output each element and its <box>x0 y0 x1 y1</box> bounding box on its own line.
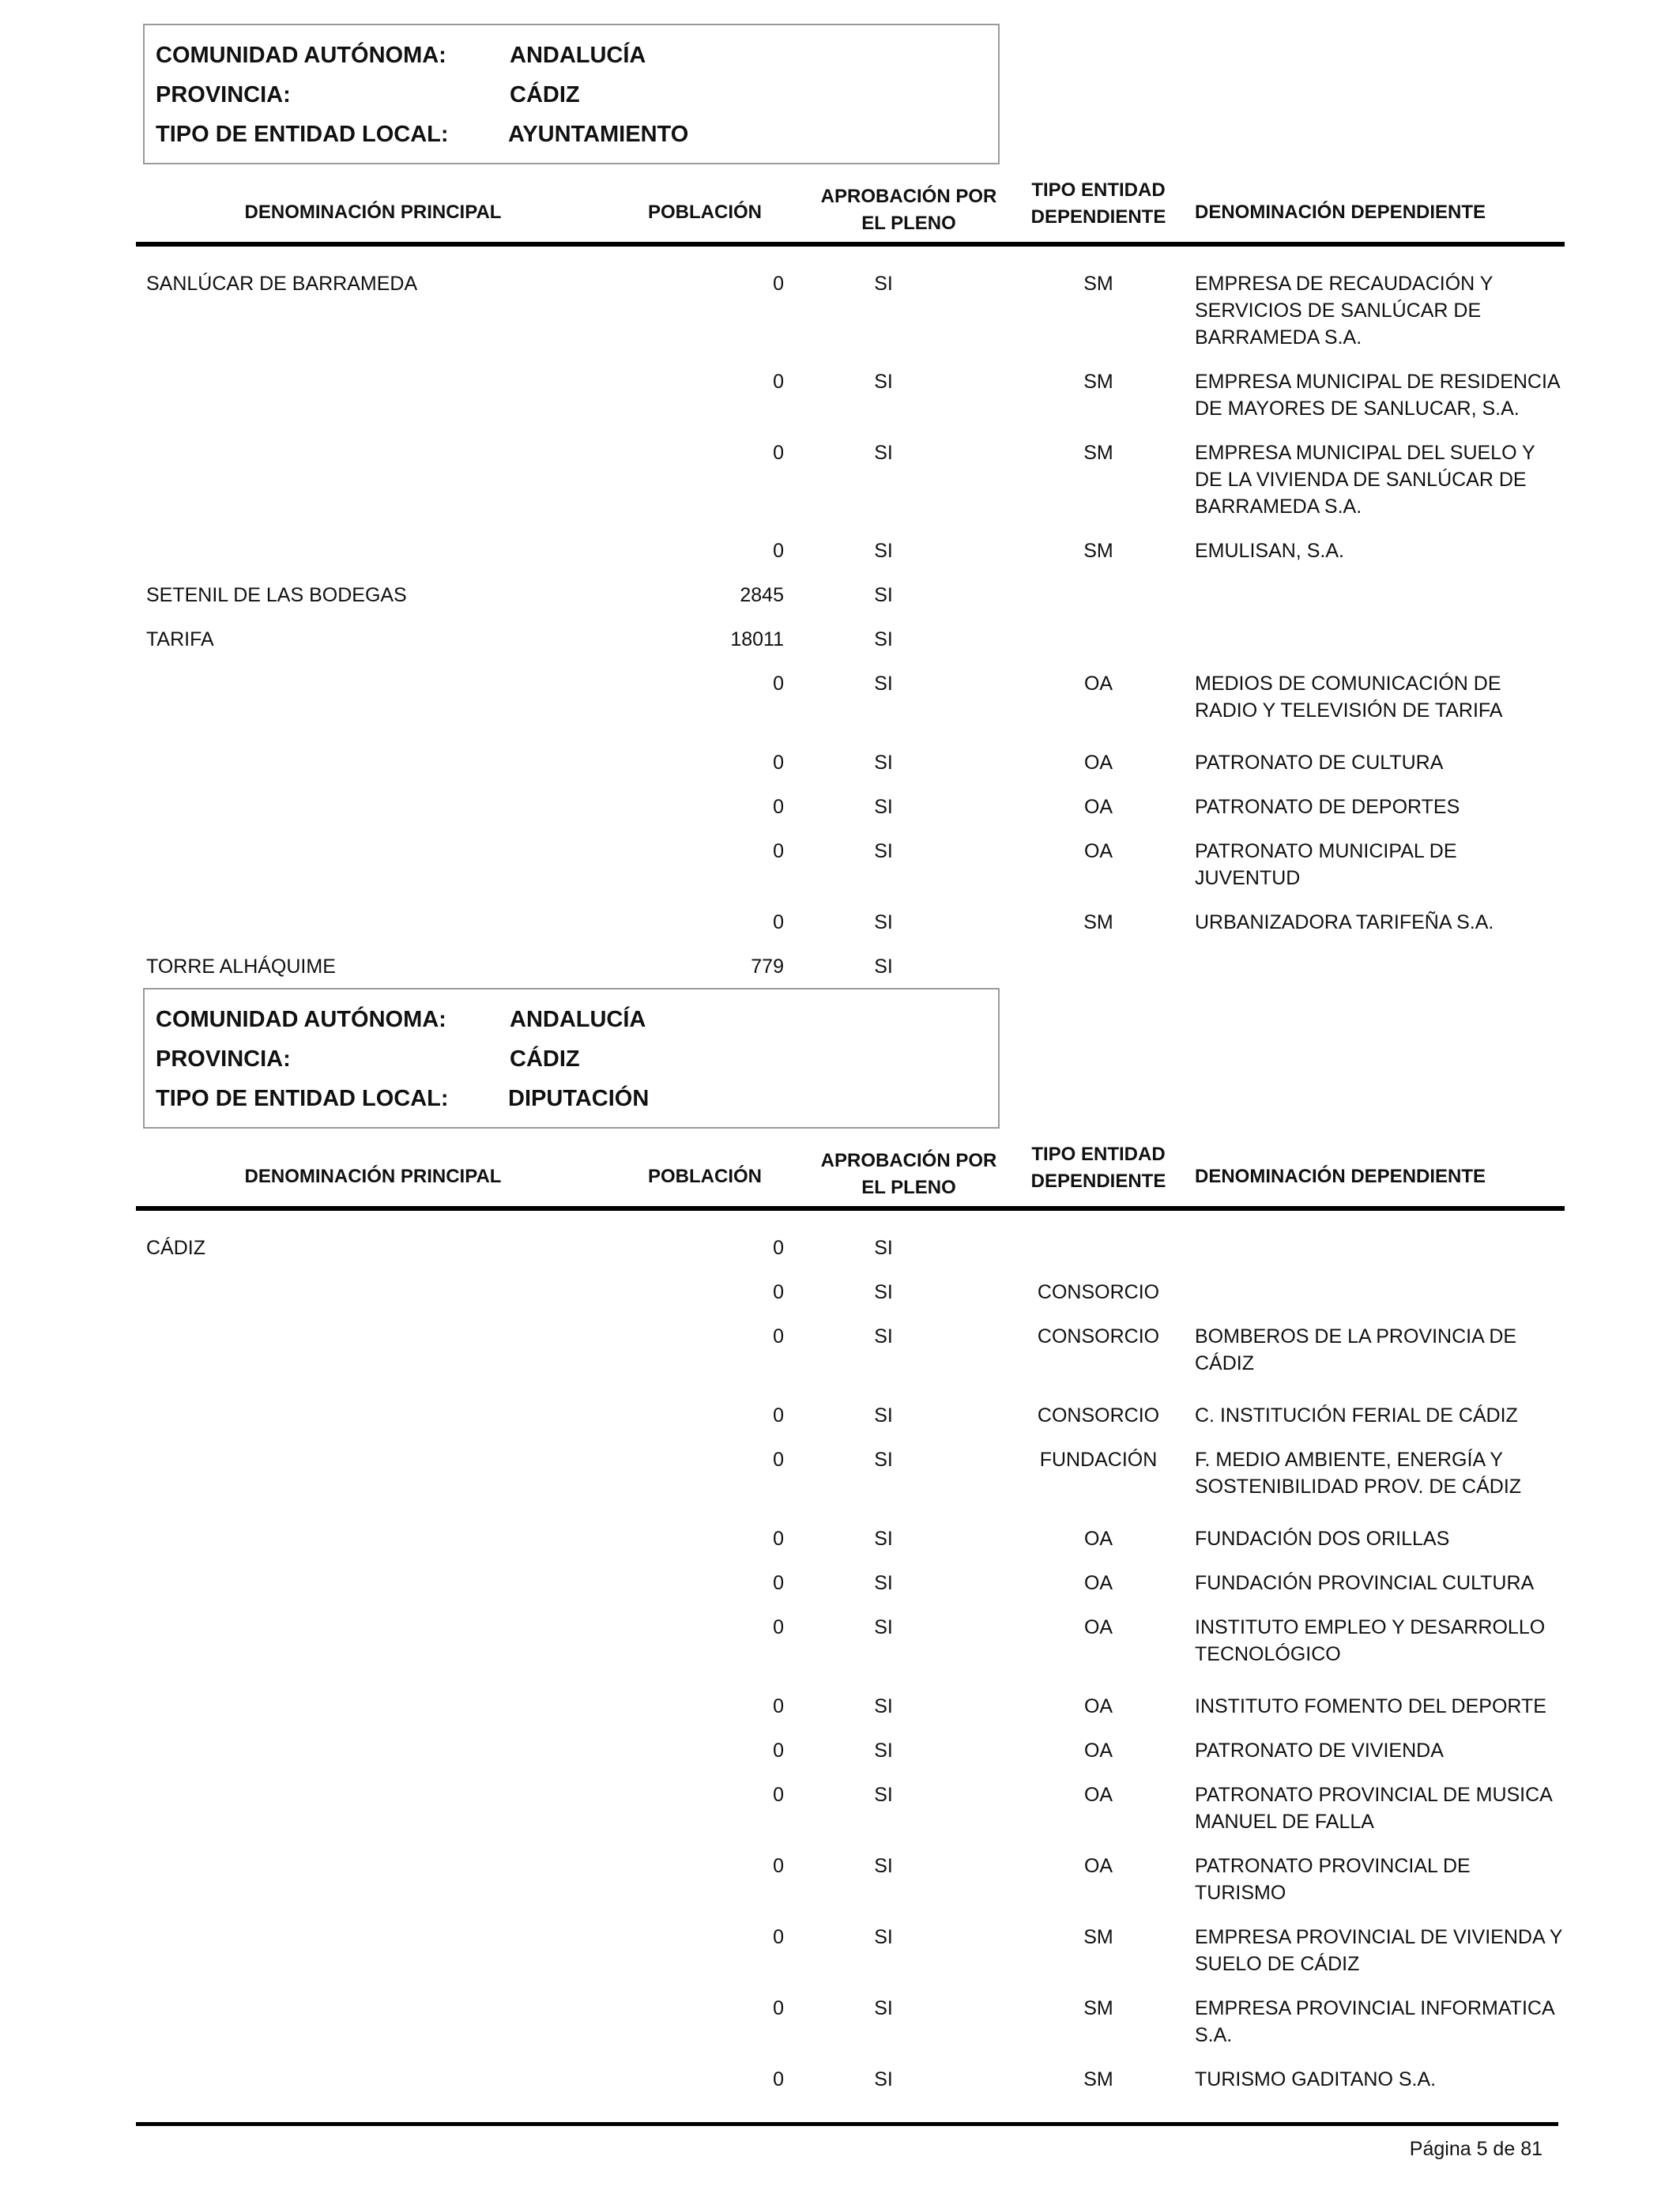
row-dependiente: C. INSTITUCIÓN FERIAL DE CÁDIZ <box>1195 1404 1518 1427</box>
tipo-value: AYUNTAMIENTO <box>508 122 689 147</box>
row-aprobacion: SI <box>874 628 893 650</box>
prov-value: CÁDIZ <box>510 82 580 107</box>
row-aprobacion: SI <box>874 1784 893 1806</box>
row-poblacion: 0 <box>773 911 784 933</box>
row-aprobacion: SI <box>874 1926 893 1948</box>
header-rule <box>136 1206 1565 1211</box>
row-tipo: OA <box>1083 1616 1113 1638</box>
ca-value: ANDALUCÍA <box>510 1007 646 1032</box>
row-tipo: FUNDACIÓN <box>1039 1449 1158 1471</box>
row-dependiente: F. MEDIO AMBIENTE, ENERGÍA Y SOSTENIBILIDAD PROV. DE CÁDIZ <box>1195 1449 1522 1498</box>
prov-label: PROVINCIA: <box>156 82 291 107</box>
row-poblacion: 0 <box>773 1997 784 2019</box>
row-dependiente: EMPRESA DE RECAUDACIÓN Y SERVICIOS DE SANLÚCAR DE BARRAMEDA S.A. <box>1195 273 1493 349</box>
row-dependiente: PATRONATO MUNICIPAL DE JUVENTUD <box>1195 840 1457 889</box>
row-poblacion: 0 <box>773 1926 784 1948</box>
header-aprobacion: APROBACIÓN POR EL PLENO <box>820 186 997 234</box>
row-tipo: OA <box>1083 1740 1113 1762</box>
table-header <box>136 1137 1565 1216</box>
row-tipo: SM <box>1083 2068 1113 2090</box>
row-dependiente: TURISMO GADITANO S.A. <box>1195 2068 1437 2090</box>
table-header <box>136 172 1565 251</box>
row-aprobacion: SI <box>874 273 893 295</box>
row-tipo: CONSORCIO <box>1037 1404 1160 1427</box>
row-tipo: SM <box>1083 1997 1113 2019</box>
row-dependiente: EMPRESA PROVINCIAL INFORMATICA S.A. <box>1195 1997 1554 2046</box>
header-dependiente: DENOMINACIÓN DEPENDIENTE <box>1195 202 1486 223</box>
row-poblacion: 0 <box>773 1404 784 1427</box>
row-poblacion: 0 <box>773 752 784 774</box>
row-dependiente: PATRONATO DE DEPORTES <box>1195 796 1460 818</box>
footer-rule <box>136 2122 1558 2126</box>
row-dependiente: FUNDACIÓN PROVINCIAL CULTURA <box>1195 1572 1535 1594</box>
row-tipo: SM <box>1083 1926 1113 1948</box>
row-aprobacion: SI <box>874 1449 893 1471</box>
ca-value: ANDALUCÍA <box>510 43 646 68</box>
row-dependiente: PATRONATO DE CULTURA <box>1195 752 1444 774</box>
row-dependiente: BOMBEROS DE LA PROVINCIA DE CÁDIZ <box>1195 1325 1517 1374</box>
header-tipo: TIPO ENTIDAD DEPENDIENTE <box>1030 1144 1166 1192</box>
row-principal: TARIFA <box>146 628 214 650</box>
tipo-label: TIPO DE ENTIDAD LOCAL: <box>156 122 449 147</box>
row-aprobacion: SI <box>874 796 893 818</box>
row-aprobacion: SI <box>874 371 893 393</box>
tipo-label: TIPO DE ENTIDAD LOCAL: <box>156 1086 449 1111</box>
row-aprobacion: SI <box>874 584 893 606</box>
ca-label: COMUNIDAD AUTÓNOMA: <box>156 1007 446 1032</box>
row-dependiente: INSTITUTO EMPLEO Y DESARROLLO TECNOLÓGICO <box>1195 1616 1546 1665</box>
row-poblacion: 0 <box>773 1695 784 1717</box>
row-aprobacion: SI <box>874 540 893 562</box>
row-dependiente: PATRONATO DE VIVIENDA <box>1195 1740 1444 1762</box>
row-aprobacion: SI <box>874 911 893 933</box>
row-tipo: OA <box>1083 1572 1113 1594</box>
row-poblacion: 0 <box>773 1572 784 1594</box>
entity-info-box <box>143 988 1000 1129</box>
row-poblacion: 0 <box>773 540 784 562</box>
row-tipo: OA <box>1083 1855 1113 1877</box>
row-dependiente: EMULISAN, S.A. <box>1195 540 1344 562</box>
row-tipo: OA <box>1083 673 1113 695</box>
row-poblacion: 18011 <box>730 628 784 650</box>
header-principal: DENOMINACIÓN PRINCIPAL <box>244 202 502 223</box>
prov-label: PROVINCIA: <box>156 1046 291 1072</box>
row-dependiente: FUNDACIÓN DOS ORILLAS <box>1195 1528 1450 1550</box>
row-dependiente: PATRONATO PROVINCIAL DE TURISMO <box>1195 1855 1471 1904</box>
row-tipo: OA <box>1083 752 1113 774</box>
row-aprobacion: SI <box>874 1695 893 1717</box>
row-aprobacion: SI <box>874 1616 893 1638</box>
row-poblacion: 2845 <box>740 584 784 606</box>
row-poblacion: 0 <box>773 371 784 393</box>
row-tipo: SM <box>1083 911 1113 933</box>
row-aprobacion: SI <box>874 1855 893 1877</box>
row-principal: SANLÚCAR DE BARRAMEDA <box>146 273 418 295</box>
row-tipo: OA <box>1083 1528 1113 1550</box>
row-poblacion: 0 <box>773 1281 784 1303</box>
page-number: Página 5 de 81 <box>1409 2138 1543 2160</box>
header-principal: DENOMINACIÓN PRINCIPAL <box>244 1166 502 1187</box>
row-aprobacion: SI <box>874 956 893 978</box>
row-aprobacion: SI <box>874 442 893 464</box>
row-tipo: SM <box>1083 371 1113 393</box>
header-poblacion: POBLACIÓN <box>648 1166 762 1187</box>
row-aprobacion: SI <box>874 1404 893 1427</box>
row-poblacion: 0 <box>773 673 784 695</box>
row-tipo: CONSORCIO <box>1037 1325 1160 1348</box>
row-poblacion: 0 <box>773 273 784 295</box>
header-aprobacion: APROBACIÓN POR EL PLENO <box>820 1150 997 1198</box>
row-aprobacion: SI <box>874 840 893 862</box>
row-poblacion: 0 <box>773 1237 784 1259</box>
row-poblacion: 0 <box>773 1616 784 1638</box>
row-poblacion: 0 <box>773 442 784 464</box>
row-dependiente: EMPRESA MUNICIPAL DEL SUELO Y DE LA VIVIENDA DE SANLÚCAR DE BARRAMEDA S.A. <box>1195 442 1535 518</box>
row-poblacion: 0 <box>773 2068 784 2090</box>
row-principal: SETENIL DE LAS BODEGAS <box>146 584 407 606</box>
row-tipo: OA <box>1083 1784 1113 1806</box>
row-dependiente: MEDIOS DE COMUNICACIÓN DE RADIO Y TELEVISIÓN DE TARIFA <box>1195 673 1503 722</box>
row-poblacion: 0 <box>773 1855 784 1877</box>
row-aprobacion: SI <box>874 1997 893 2019</box>
row-poblacion: 0 <box>773 1528 784 1550</box>
row-aprobacion: SI <box>874 1325 893 1348</box>
row-poblacion: 0 <box>773 796 784 818</box>
row-aprobacion: SI <box>874 1237 893 1259</box>
prov-value: CÁDIZ <box>510 1046 580 1072</box>
row-tipo: SM <box>1083 273 1113 295</box>
row-tipo: OA <box>1083 840 1113 862</box>
row-tipo: OA <box>1083 1695 1113 1717</box>
row-dependiente: INSTITUTO FOMENTO DEL DEPORTE <box>1195 1695 1546 1717</box>
row-aprobacion: SI <box>874 752 893 774</box>
tipo-value: DIPUTACIÓN <box>508 1086 650 1111</box>
entity-info-box <box>143 24 1000 164</box>
row-poblacion: 0 <box>773 1740 784 1762</box>
row-poblacion: 0 <box>773 840 784 862</box>
row-aprobacion: SI <box>874 1740 893 1762</box>
row-tipo: CONSORCIO <box>1037 1281 1160 1303</box>
row-poblacion: 0 <box>773 1784 784 1806</box>
row-aprobacion: SI <box>874 2068 893 2090</box>
row-poblacion: 0 <box>773 1449 784 1471</box>
row-principal: CÁDIZ <box>146 1237 205 1259</box>
row-aprobacion: SI <box>874 1572 893 1594</box>
row-dependiente: URBANIZADORA TARIFEÑA S.A. <box>1195 911 1494 933</box>
header-tipo: TIPO ENTIDAD DEPENDIENTE <box>1030 179 1166 228</box>
row-poblacion: 779 <box>751 956 784 978</box>
row-dependiente: PATRONATO PROVINCIAL DE MUSICA MANUEL DE FALLA <box>1195 1784 1552 1833</box>
row-aprobacion: SI <box>874 1528 893 1550</box>
header-rule <box>136 242 1565 247</box>
row-tipo: SM <box>1083 540 1113 562</box>
row-dependiente: EMPRESA PROVINCIAL DE VIVIENDA Y SUELO DE CÁDIZ <box>1195 1926 1562 1975</box>
row-aprobacion: SI <box>874 673 893 695</box>
ca-label: COMUNIDAD AUTÓNOMA: <box>156 43 446 68</box>
row-tipo: OA <box>1083 796 1113 818</box>
header-dependiente: DENOMINACIÓN DEPENDIENTE <box>1195 1166 1486 1187</box>
row-poblacion: 0 <box>773 1325 784 1348</box>
row-principal: TORRE ALHÁQUIME <box>146 956 336 978</box>
row-dependiente: EMPRESA MUNICIPAL DE RESIDENCIA DE MAYORES DE SANLUCAR, S.A. <box>1195 371 1560 420</box>
header-poblacion: POBLACIÓN <box>648 202 762 223</box>
row-tipo: SM <box>1083 442 1113 464</box>
row-aprobacion: SI <box>874 1281 893 1303</box>
